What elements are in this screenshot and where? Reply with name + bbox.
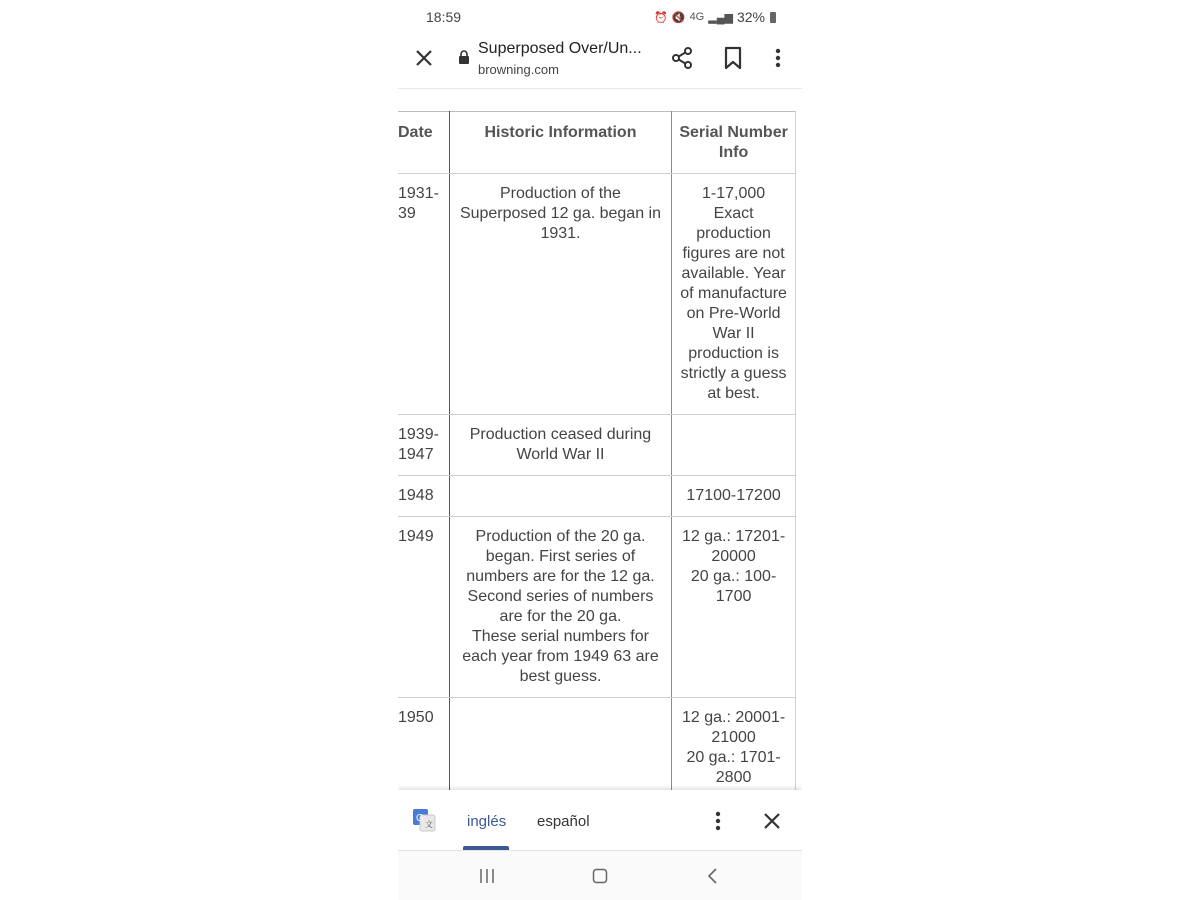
recents-icon[interactable] (478, 868, 496, 884)
cell-info: Production of the Superposed 12 ga. began in 1931. (449, 174, 671, 415)
cell-date: 1939-1947 (398, 415, 449, 476)
alarm-icon: ⏰ (654, 11, 668, 24)
cell-date: 1950 (398, 698, 449, 791)
status-time: 18:59 (426, 9, 462, 25)
cell-date: 1931-39 (398, 174, 449, 415)
svg-text:G: G (416, 813, 424, 824)
lock-icon (458, 50, 470, 64)
share-icon[interactable] (670, 46, 694, 70)
cell-serial: 12 ga.: 20001-21000 20 ga.: 1701-2800 (672, 698, 796, 791)
close-icon[interactable] (412, 46, 436, 70)
signal-icon: ▂▄▆ (708, 11, 733, 24)
table-row (398, 517, 796, 698)
mute-icon: 🔇 (671, 11, 686, 24)
table-row (398, 476, 796, 517)
cell-info: Production ceased during World War II (449, 415, 671, 476)
bookmark-icon[interactable] (722, 46, 744, 70)
battery-icon (770, 12, 776, 23)
table-row (398, 698, 796, 791)
back-icon[interactable] (706, 867, 720, 885)
google-translate-icon (412, 808, 436, 832)
page-url[interactable]: browning.com (478, 62, 559, 77)
serial-table-container[interactable] (398, 111, 802, 790)
cell-serial: 1-17,000 Exact production figures are not available. Year of manufacture on Pre-World War II production is strictly a guess at best. (672, 174, 796, 415)
table-row (398, 415, 796, 476)
status-indicators (654, 9, 776, 25)
translate-bar (398, 790, 802, 850)
header-historic-info: Historic Information (449, 112, 671, 174)
svg-text:文: 文 (425, 820, 433, 829)
serial-table (398, 111, 796, 790)
header-serial-info: Serial Number Info (672, 112, 796, 174)
browser-toolbar (398, 34, 802, 89)
translate-more-icon[interactable] (708, 809, 728, 833)
status-bar (398, 0, 802, 34)
cell-date: 1949 (398, 517, 449, 698)
header-date: Date (398, 112, 449, 174)
battery-percent: 32% (736, 9, 765, 25)
tab-lang-target[interactable]: español (537, 813, 590, 830)
cell-serial (672, 415, 796, 476)
cell-serial: 12 ga.: 17201-20000 20 ga.: 100-1700 (672, 517, 796, 698)
home-icon[interactable] (592, 868, 608, 884)
cell-info: Production of the 20 ga. began. First series of numbers are for the 12 ga. Second series of numbers are for the 20 ga. These serial numbers for each year from 1949 63 are best guess. (449, 517, 671, 698)
cell-date: 1948 (398, 476, 449, 517)
table-row (398, 174, 796, 415)
cell-info (449, 698, 671, 791)
cell-serial: 17100-17200 (672, 476, 796, 517)
phone-screen (398, 0, 802, 900)
cell-info (449, 476, 671, 517)
translate-close-icon[interactable] (760, 809, 784, 833)
4g-icon: 4G (689, 11, 705, 23)
more-vert-icon[interactable] (768, 46, 788, 70)
page-title[interactable]: Superposed Over/Un... (478, 40, 642, 57)
tab-lang-source[interactable]: inglés (467, 813, 507, 830)
table-header-row (398, 112, 796, 174)
system-nav-bar (398, 850, 802, 900)
